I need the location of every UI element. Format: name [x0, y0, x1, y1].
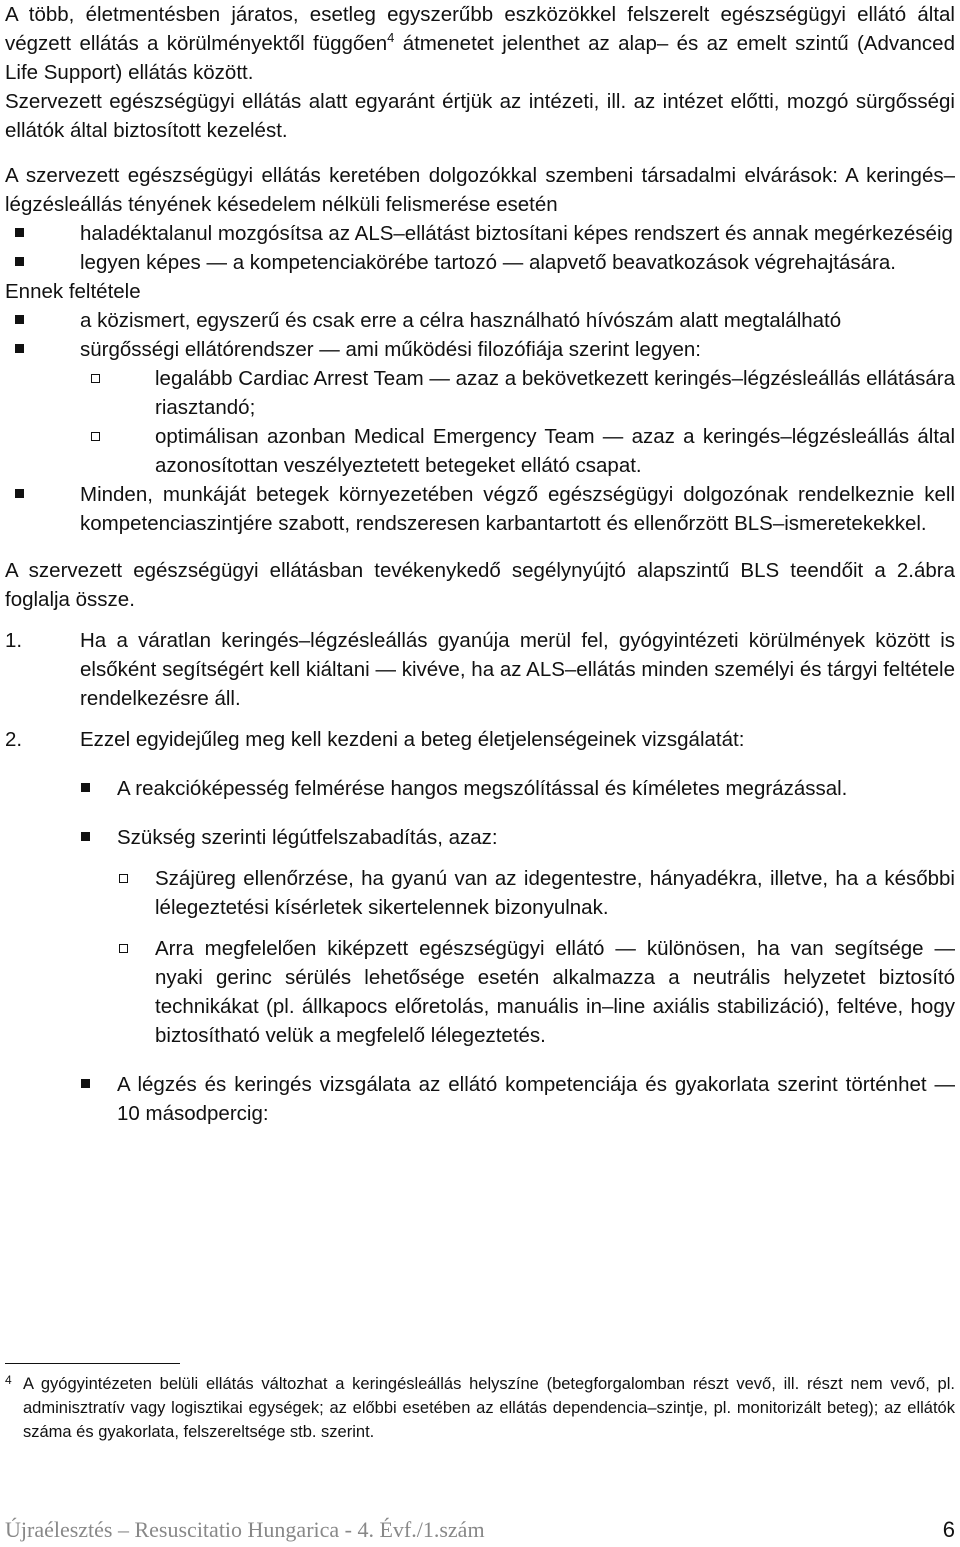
- step2-bullet: A légzés és keringés vizsgálata az ellátó kompetenciája és gyakorlata szerint történhet — 10 másodpercig:: [5, 1070, 955, 1128]
- hollow-square-bullet-icon: [91, 374, 100, 383]
- step-number: 2.: [5, 728, 23, 751]
- square-bullet-icon: [81, 1079, 90, 1088]
- step2-sub-bullet: Szájüreg ellenőrzése, ha gyanú van az idegentestre, hányadékra, illetve, ha a későbbi lélegeztetési kísérletek sikertelennek bizonyulnak.: [5, 864, 955, 922]
- intro-text-cont: átmenetet jelenthet az alap– és az emelt szintű (Advanced Life Support) ellátás között.: [5, 32, 955, 84]
- intro-paragraph: [5, 0, 955, 87]
- square-bullet-icon: [15, 315, 24, 324]
- square-bullet-icon: [15, 489, 24, 498]
- definition-paragraph: Szervezett egészségügyi ellátás alatt egyaránt értjük az intézeti, ill. az intézet előtti, mozgó sürgősségi ellátók által biztosított kezelést.: [5, 90, 955, 142]
- square-bullet-icon: [15, 257, 24, 266]
- bullet-item: legyen képes — a kompetenciakörébe tartozó — alapvető beavatkozások végrehajtására.: [5, 248, 955, 277]
- sub-bullet-item: legalább Cardiac Arrest Team — azaz a bekövetkezett keringés–légzésleállás ellátására riasztandó;: [5, 364, 955, 422]
- hollow-square-bullet-icon: [119, 874, 128, 883]
- bls-summary-paragraph: A szervezett egészségügyi ellátásban tevékenykedő segélynyújtó alapszintű BLS teendőit a 2.ábra foglalja össze.: [5, 559, 955, 611]
- step2-sub-bullet: Arra megfelelően kiképzett egészségügyi ellátó — különösen, ha van segítsége — nyaki gerinc sérülés lehetősége esetén alkalmazza a neutrális helyzetet biztosító technikákat (pl. állkapocs előretolás, manuális in–line axiális stabilizáció), feltéve, hogy biztosítható velük a megfelelő lélegeztetés.: [5, 934, 955, 1050]
- square-bullet-icon: [81, 832, 90, 841]
- page-footer: [5, 1517, 955, 1547]
- footnote-number: 4: [5, 1373, 12, 1387]
- bullet-item: sürgősségi ellátórendszer — ami működési filozófiája szerint legyen:: [5, 335, 955, 364]
- step2-bullet: A reakcióképesség felmérése hangos megszólítással és kíméletes megrázással.: [5, 774, 955, 803]
- footnote: [5, 1372, 955, 1444]
- square-bullet-icon: [15, 228, 24, 237]
- numbered-step-2: 2. Ezzel egyidejűleg meg kell kezdeni a beteg életjelenségeinek vizsgálatát:: [5, 725, 955, 754]
- footnote-text: A gyógyintézeten belüli ellátás változhat a keringésleállás helyszíne (betegforgalomban részt vevő, ill. részt nem vevő, pl. adminisztratív vagy logisztikai egységek; az előbbi esetében az ellátás dependencia–szintje, pl. monitorizált beteg); az ellátók száma és gyakorlata, felszereltsége stb. szerint.: [23, 1375, 955, 1441]
- hollow-square-bullet-icon: [91, 432, 100, 441]
- bullet-item: Minden, munkáját betegek környezetében végző egészségügyi dolgozónak rendelkeznie kell kompetenciaszintjére szabott, rendszeresen karbantartott és ellenőrzött BLS–ismeretekekkel.: [5, 480, 955, 538]
- condition-intro: Ennek feltétele: [5, 280, 141, 303]
- intro-text: A több, életmentésben járatos, esetleg egyszerűbb eszközökkel felszerelt egészségügyi ellátó által végzett ellátás a körülményektől függően: [5, 3, 955, 55]
- expectations-intro: A szervezett egészségügyi ellátás keretében dolgozókkal szembeni társadalmi elvárások: A keringés–légzésleállás tényének késedelem nélküli felismerése esetén: [5, 164, 955, 216]
- footnote-divider: [5, 1363, 180, 1364]
- step-number: 1.: [5, 629, 23, 652]
- footnote-reference[interactable]: 4: [387, 30, 395, 46]
- document-page: [5, 0, 955, 1542]
- sub-bullet-item: optimálisan azonban Medical Emergency Team — azaz a keringés–légzésleállás által azonosítottan veszélyeztetett betegeket ellátó csapat.: [5, 422, 955, 480]
- journal-title: Újraélesztés – Resuscitatio Hungarica - 4. Évf./1.szám: [5, 1517, 485, 1542]
- square-bullet-icon: [81, 783, 90, 792]
- page-number: 6: [942, 1517, 955, 1542]
- hollow-square-bullet-icon: [119, 944, 128, 953]
- square-bullet-icon: [15, 344, 24, 353]
- step2-bullet: Szükség szerinti légútfelszabadítás, azaz:: [5, 823, 955, 852]
- numbered-step-1: 1. Ha a váratlan keringés–légzésleállás gyanúja merül fel, gyógyintézeti körülmények között is elsőként segítségért kell kiáltani — kivéve, ha az ALS–ellátás minden személyi és tárgyi feltétele rendelkezésre áll.: [5, 626, 955, 713]
- bullet-item: a közismert, egyszerű és csak erre a célra használható hívószám alatt megtalálható: [5, 306, 955, 335]
- bullet-item: haladéktalanul mozgósítsa az ALS–ellátást biztosítani képes rendszert és annak megérkezéséig: [5, 219, 955, 248]
